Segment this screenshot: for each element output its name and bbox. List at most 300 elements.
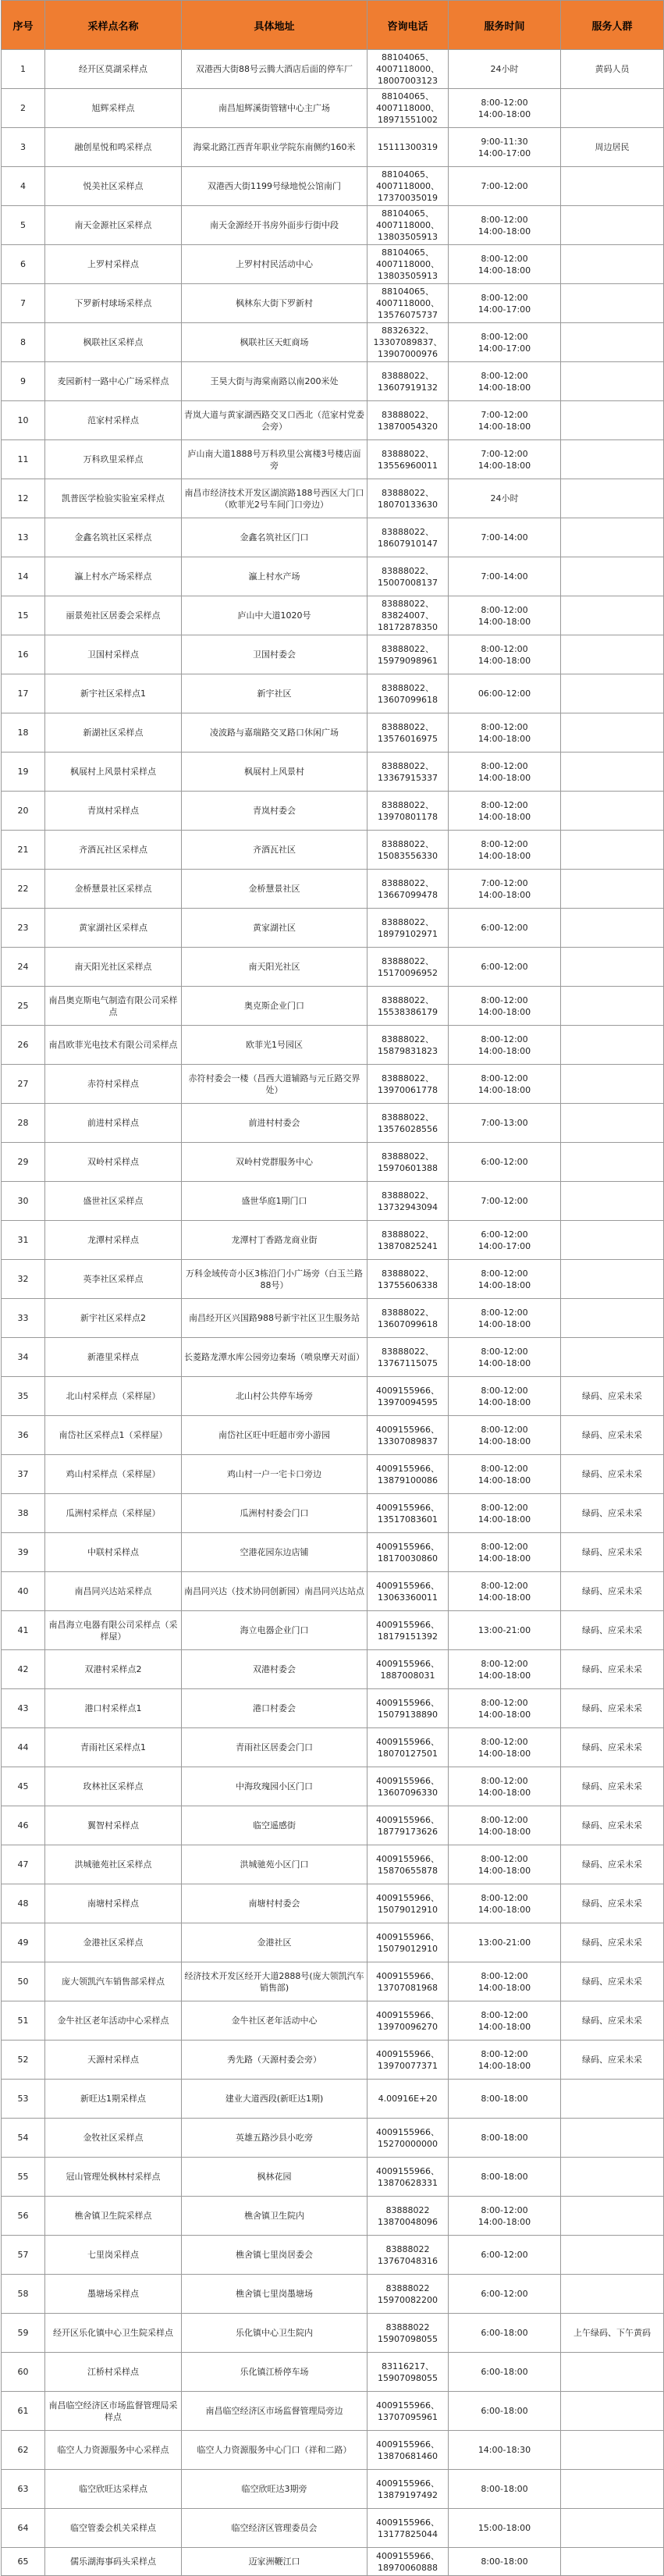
phone-line: 13517083601 xyxy=(378,1514,438,1525)
service-time xyxy=(449,1572,561,1611)
row-number: 63 xyxy=(2,2470,45,2509)
site-address: 万科金域传奇小区3栋沿门小广场旁（白玉兰路88号） xyxy=(182,1260,368,1299)
site-phone xyxy=(368,2353,449,2392)
site-address: 英雄五路沙县小吃旁 xyxy=(182,2119,368,2158)
site-address: 庐山南大道1888号万科玖里公寓楼3号楼店面旁 xyxy=(182,440,368,479)
service-group xyxy=(561,870,664,909)
time-line: 14:00-18:00 xyxy=(478,1553,531,1564)
service-time xyxy=(449,1806,561,1845)
service-time xyxy=(449,2236,561,2275)
table-row xyxy=(2,206,664,245)
time-line: 14:00-18:00 xyxy=(478,1397,531,1407)
time-line: 13:00-21:00 xyxy=(478,1937,531,1948)
time-line: 8:00-12:00 xyxy=(481,1541,528,1552)
site-name: 双港村采样点2 xyxy=(45,1650,182,1689)
site-phone xyxy=(368,1104,449,1143)
table-row xyxy=(2,2041,664,2080)
service-time xyxy=(449,1455,561,1494)
service-group: 绿码、应采未采 xyxy=(561,1923,664,1962)
table-row xyxy=(2,635,664,674)
phone-line: 15870655878 xyxy=(378,1865,438,1876)
site-phone xyxy=(368,1611,449,1650)
site-phone xyxy=(368,1221,449,1260)
phone-line: 13307089837 xyxy=(378,1436,438,1446)
header-people: 服务人群 xyxy=(561,1,664,50)
time-line: 6:00-12:00 xyxy=(481,2250,528,2260)
site-name: 中联村采样点 xyxy=(45,1533,182,1572)
site-name: 下罗新村球场采样点 xyxy=(45,284,182,323)
table-row xyxy=(2,245,664,284)
row-number: 62 xyxy=(2,2431,45,2470)
time-line: 14:00-18:00 xyxy=(478,1514,531,1525)
site-phone xyxy=(368,2431,449,2470)
service-group xyxy=(561,2275,664,2314)
phone-line: 83888022、 xyxy=(382,838,434,849)
service-group xyxy=(561,401,664,440)
service-time xyxy=(449,401,561,440)
site-address: 金牛社区老年活动中心 xyxy=(182,2001,368,2041)
time-line: 14:00-18:00 xyxy=(478,1436,531,1446)
phone-line: 4.00916E+20 xyxy=(378,2094,438,2104)
phone-line: 15970601388 xyxy=(378,1162,438,1173)
site-name: 港口村采样点1 xyxy=(45,1689,182,1728)
phone-line: 83888022 xyxy=(385,2322,430,2332)
time-line: 14:00-18:00 xyxy=(478,655,531,666)
service-time xyxy=(449,1533,561,1572)
service-time xyxy=(449,557,561,596)
phone-line: 4009155966、 xyxy=(376,2009,439,2020)
site-address: 南昌经开区兴国路988号新宇社区卫生服务站 xyxy=(182,1299,368,1338)
site-address: 上罗村村民活动中心 xyxy=(182,245,368,284)
service-group: 黄码人员 xyxy=(561,50,664,89)
phone-line: 13767115075 xyxy=(378,1357,438,1368)
table-row xyxy=(2,831,664,870)
service-group xyxy=(561,245,664,284)
row-number: 51 xyxy=(2,2001,45,2041)
time-line: 14:00-18:00 xyxy=(478,733,531,744)
time-line: 8:00-12:00 xyxy=(481,1775,528,1786)
row-number: 30 xyxy=(2,1182,45,1221)
phone-line: 83888022、 xyxy=(382,599,434,609)
service-time xyxy=(449,362,561,401)
site-name: 凯普医学检验实验室采样点 xyxy=(45,479,182,518)
row-number: 33 xyxy=(2,1299,45,1338)
service-time xyxy=(449,596,561,635)
service-group: 绿码、应采未采 xyxy=(561,1455,664,1494)
site-address: 瓜洲村村委会门口 xyxy=(182,1494,368,1533)
time-line: 8:00-12:00 xyxy=(481,1736,528,1747)
table-row xyxy=(2,323,664,362)
table-row xyxy=(2,2470,664,2509)
site-phone xyxy=(368,1455,449,1494)
row-number: 11 xyxy=(2,440,45,479)
site-name: 儒乐湖海事码头采样点 xyxy=(45,2548,182,2576)
table-row xyxy=(2,401,664,440)
table-row xyxy=(2,2392,664,2431)
service-time xyxy=(449,1026,561,1065)
table-row xyxy=(2,1884,664,1923)
site-address: 南天阳光社区 xyxy=(182,948,368,987)
phone-line: 13970077371 xyxy=(378,2060,438,2071)
site-address: 双岭村党群服务中心 xyxy=(182,1143,368,1182)
site-name: 双岭村采样点 xyxy=(45,1143,182,1182)
service-time xyxy=(449,2001,561,2041)
site-phone xyxy=(368,1923,449,1962)
phone-line: 15170096952 xyxy=(378,967,438,978)
table-row xyxy=(2,1026,664,1065)
table-row xyxy=(2,479,664,518)
row-number: 32 xyxy=(2,1260,45,1299)
service-group: 绿码、应采未采 xyxy=(561,1962,664,2001)
row-number: 57 xyxy=(2,2236,45,2275)
service-time xyxy=(449,713,561,753)
site-phone xyxy=(368,2197,449,2236)
table-row xyxy=(2,2509,664,2548)
phone-line: 13879197492 xyxy=(378,2489,438,2500)
row-number: 38 xyxy=(2,1494,45,1533)
site-name: 融创星悦和鸣采样点 xyxy=(45,128,182,167)
site-phone xyxy=(368,518,449,557)
site-name: 金鑫名筑社区采样点 xyxy=(45,518,182,557)
time-line: 8:00-12:00 xyxy=(481,1034,528,1044)
site-address: 北山村公共停车场旁 xyxy=(182,1377,368,1416)
time-line: 8:00-12:00 xyxy=(481,1268,528,1279)
table-row xyxy=(2,1299,664,1338)
service-group: 绿码、应采未采 xyxy=(561,1650,664,1689)
site-phone xyxy=(368,50,449,89)
site-name: 经开区乐化镇中心卫生院采样点 xyxy=(45,2314,182,2353)
site-name: 青雨社区采样点1 xyxy=(45,1728,182,1767)
table-row xyxy=(2,50,664,89)
service-time xyxy=(449,1611,561,1650)
phone-line: 13870825241 xyxy=(378,1240,438,1251)
service-group xyxy=(561,89,664,128)
row-number: 48 xyxy=(2,1884,45,1923)
site-phone xyxy=(368,1065,449,1104)
phone-line: 18179151392 xyxy=(378,1631,438,1642)
time-line: 14:00-18:00 xyxy=(478,265,531,276)
phone-line: 4009155966、 xyxy=(376,1931,439,1942)
table-row xyxy=(2,1377,664,1416)
time-line: 7:00-12:00 xyxy=(481,1196,528,1206)
phone-line: 18172878350 xyxy=(378,622,438,632)
site-name: 墨塘场采样点 xyxy=(45,2275,182,2314)
time-line: 8:00-12:00 xyxy=(481,1970,528,1981)
phone-line: 4007118000、 xyxy=(376,64,439,74)
site-name: 北山村采样点（采样屋） xyxy=(45,1377,182,1416)
time-line: 14:00-18:00 xyxy=(478,1982,531,1993)
header-name: 采样点名称 xyxy=(45,1,182,50)
service-time xyxy=(449,753,561,792)
site-name: 新港里采样点 xyxy=(45,1338,182,1377)
site-name: 经开区莫湖采样点 xyxy=(45,50,182,89)
service-time xyxy=(449,50,561,89)
phone-line: 83888022 xyxy=(385,2243,430,2254)
table-row xyxy=(2,1221,664,1260)
site-phone xyxy=(368,674,449,713)
site-phone xyxy=(368,2548,449,2576)
phone-line: 13063360011 xyxy=(378,1592,438,1603)
phone-line: 88104065、 xyxy=(382,52,434,62)
site-name: 南天阳光社区采样点 xyxy=(45,948,182,987)
site-address: 金港社区 xyxy=(182,1923,368,1962)
phone-line: 83116217、 xyxy=(382,2361,434,2371)
site-phone xyxy=(368,1260,449,1299)
service-time xyxy=(449,870,561,909)
site-name: 南塘村采样点 xyxy=(45,1884,182,1923)
service-group: 绿码、应采未采 xyxy=(561,2041,664,2080)
phone-line: 1887008031 xyxy=(380,1670,435,1681)
time-line: 14:00-18:00 xyxy=(478,1748,531,1759)
site-address: 空港花园东边店铺 xyxy=(182,1533,368,1572)
row-number: 4 xyxy=(2,167,45,206)
table-row xyxy=(2,440,664,479)
service-group: 绿码、应采未采 xyxy=(561,1494,664,1533)
row-number: 17 xyxy=(2,674,45,713)
site-address: 龙潭村丁香路龙商业街 xyxy=(182,1221,368,1260)
table-row xyxy=(2,2314,664,2353)
site-phone xyxy=(368,2509,449,2548)
table-row xyxy=(2,1143,664,1182)
time-line: 8:00-18:00 xyxy=(481,2484,528,2494)
row-number: 6 xyxy=(2,245,45,284)
site-phone xyxy=(368,2080,449,2119)
phone-line: 4009155966、 xyxy=(376,1463,439,1474)
row-number: 43 xyxy=(2,1689,45,1728)
site-phone xyxy=(368,1494,449,1533)
service-time xyxy=(449,1689,561,1728)
site-address: 临空欣旺达3期旁 xyxy=(182,2470,368,2509)
phone-line: 83888022、 xyxy=(382,487,434,498)
service-time xyxy=(449,128,561,167)
table-row xyxy=(2,1260,664,1299)
site-phone xyxy=(368,1182,449,1221)
phone-line: 83888022、 xyxy=(382,1268,434,1279)
phone-line: 83888022、 xyxy=(382,994,434,1005)
site-address: 樵舍镇卫生院内 xyxy=(182,2197,368,2236)
service-time xyxy=(449,1416,561,1455)
site-name: 金桥慧景社区采样点 xyxy=(45,870,182,909)
service-time xyxy=(449,1182,561,1221)
time-line: 14:00-18:00 xyxy=(478,109,531,119)
time-line: 14:00-18:00 xyxy=(478,850,531,861)
site-address: 双港西大街1199号绿地悦公馆南门 xyxy=(182,167,368,206)
phone-line: 13755606338 xyxy=(378,1279,438,1290)
service-group: 绿码、应采未采 xyxy=(561,1806,664,1845)
service-group: 绿码、应采未采 xyxy=(561,1572,664,1611)
table-row xyxy=(2,2236,664,2275)
phone-line: 83888022、 xyxy=(382,565,434,576)
service-time xyxy=(449,2158,561,2197)
site-address: 青雨社区居委会门口 xyxy=(182,1728,368,1767)
phone-line: 83888022、 xyxy=(382,1229,434,1240)
site-phone xyxy=(368,1143,449,1182)
table-row xyxy=(2,1962,664,2001)
phone-line: 88326322、 xyxy=(382,326,434,336)
table-row xyxy=(2,1845,664,1884)
header-phone: 咨询电话 xyxy=(368,1,449,50)
service-group xyxy=(561,2509,664,2548)
service-group: 周边居民 xyxy=(561,128,664,167)
service-time xyxy=(449,2197,561,2236)
site-phone xyxy=(368,323,449,362)
row-number: 28 xyxy=(2,1104,45,1143)
service-time xyxy=(449,1260,561,1299)
table-row xyxy=(2,713,664,753)
time-line: 14:00-18:00 xyxy=(478,811,531,822)
site-address: 奥克斯企业门口 xyxy=(182,987,368,1026)
time-line: 8:00-12:00 xyxy=(481,2204,528,2215)
time-line: 8:00-12:00 xyxy=(481,1892,528,1903)
service-time xyxy=(449,89,561,128)
table-row xyxy=(2,674,664,713)
row-number: 9 xyxy=(2,362,45,401)
service-group xyxy=(561,167,664,206)
service-group: 绿码、应采未采 xyxy=(561,1611,664,1650)
service-time xyxy=(449,2080,561,2119)
time-line: 06:00-12:00 xyxy=(478,688,531,699)
site-name: 临空人力资源服务中心采样点 xyxy=(45,2431,182,2470)
phone-line: 15111300319 xyxy=(378,142,438,152)
phone-line: 83888022、 xyxy=(382,1346,434,1357)
phone-line: 83888022、 xyxy=(382,526,434,537)
site-address: 南岱社区旺中旺超市旁小游园 xyxy=(182,1416,368,1455)
table-row xyxy=(2,1416,664,1455)
row-number: 49 xyxy=(2,1923,45,1962)
time-line: 14:00-18:00 xyxy=(478,382,531,393)
service-group xyxy=(561,948,664,987)
service-group xyxy=(561,1260,664,1299)
time-line: 14:00-18:00 xyxy=(478,1357,531,1368)
time-line: 14:00-18:00 xyxy=(478,1045,531,1056)
time-line: 6:00-12:00 xyxy=(481,2289,528,2299)
time-line: 14:00-18:00 xyxy=(478,1787,531,1798)
service-time xyxy=(449,2470,561,2509)
site-phone xyxy=(368,2041,449,2080)
row-number: 36 xyxy=(2,1416,45,1455)
time-line: 15:00-18:00 xyxy=(478,2523,531,2533)
row-number: 42 xyxy=(2,1650,45,1689)
row-number: 1 xyxy=(2,50,45,89)
phone-line: 88104065、 xyxy=(382,91,434,101)
phone-line: 83888022 xyxy=(385,2282,430,2293)
service-group: 绿码、应采未采 xyxy=(561,2001,664,2041)
service-group xyxy=(561,596,664,635)
row-number: 59 xyxy=(2,2314,45,2353)
service-group xyxy=(561,635,664,674)
service-time xyxy=(449,1299,561,1338)
row-number: 52 xyxy=(2,2041,45,2080)
site-name: 瀛上村水产场采样点 xyxy=(45,557,182,596)
time-line: 8:00-12:00 xyxy=(481,1580,528,1591)
site-address: 长菱路龙潭水库公园旁边秦场（喷泉摩天对面） xyxy=(182,1338,368,1377)
phone-line: 83888022、 xyxy=(382,1034,434,1044)
time-line: 24小时 xyxy=(490,493,519,503)
site-address: 樵舍镇七里岗墨塘场 xyxy=(182,2275,368,2314)
row-number: 50 xyxy=(2,1962,45,2001)
phone-line: 18970060888 xyxy=(378,2562,438,2573)
phone-line: 4007118000、 xyxy=(376,220,439,230)
phone-line: 4009155966、 xyxy=(376,2517,439,2528)
time-line: 8:00-18:00 xyxy=(481,2172,528,2182)
service-time xyxy=(449,674,561,713)
row-number: 7 xyxy=(2,284,45,323)
table-row xyxy=(2,128,664,167)
phone-line: 13607919132 xyxy=(378,382,438,393)
table-row xyxy=(2,2353,664,2392)
site-name: 七里岗采样点 xyxy=(45,2236,182,2275)
phone-line: 13803505913 xyxy=(378,232,438,242)
phone-line: 83888022、 xyxy=(382,1073,434,1083)
site-name: 前进村采样点 xyxy=(45,1104,182,1143)
service-group xyxy=(561,479,664,518)
site-name: 南天金源社区采样点 xyxy=(45,206,182,245)
row-number: 46 xyxy=(2,1806,45,1845)
phone-line: 4009155966、 xyxy=(376,2400,439,2411)
time-line: 8:00-12:00 xyxy=(481,2009,528,2020)
phone-line: 4009155966、 xyxy=(376,1892,439,1903)
phone-line: 83888022、 xyxy=(382,448,434,459)
table-row xyxy=(2,1611,664,1650)
site-name: 临空欣旺达采样点 xyxy=(45,2470,182,2509)
phone-line: 88104065、 xyxy=(382,208,434,219)
row-number: 14 xyxy=(2,557,45,596)
service-group: 绿码、应采未采 xyxy=(561,1767,664,1806)
service-group xyxy=(561,2197,664,2236)
row-number: 3 xyxy=(2,128,45,167)
time-line: 8:00-12:00 xyxy=(481,1463,528,1474)
row-number: 55 xyxy=(2,2158,45,2197)
site-address: 经济技术开发区经开大道2888号(庞大领凯汽车销售部) xyxy=(182,1962,368,2001)
time-line: 8:00-12:00 xyxy=(481,760,528,771)
site-name: 南昌同兴达站采样点 xyxy=(45,1572,182,1611)
site-phone xyxy=(368,2158,449,2197)
site-phone xyxy=(368,245,449,284)
phone-line: 4009155966、 xyxy=(376,1619,439,1630)
table-row xyxy=(2,557,664,596)
table-row xyxy=(2,909,664,948)
phone-line: 4009155966、 xyxy=(376,1970,439,1981)
row-number: 56 xyxy=(2,2197,45,2236)
site-phone xyxy=(368,440,449,479)
time-line: 8:00-12:00 xyxy=(481,838,528,849)
phone-line: 15907098055 xyxy=(378,2333,438,2344)
table-header-row xyxy=(2,1,664,50)
row-number: 37 xyxy=(2,1455,45,1494)
phone-line: 4009155966、 xyxy=(376,1385,439,1396)
phone-line: 15270000000 xyxy=(378,2138,438,2149)
site-name: 范家村采样点 xyxy=(45,401,182,440)
time-line: 8:00-12:00 xyxy=(481,1307,528,1318)
service-time xyxy=(449,1221,561,1260)
phone-line: 83888022、 xyxy=(382,1112,434,1123)
site-phone xyxy=(368,948,449,987)
service-group xyxy=(561,2353,664,2392)
service-time xyxy=(449,831,561,870)
time-line: 8:00-12:00 xyxy=(481,2048,528,2059)
site-name: 庞大领凯汽车销售部采样点 xyxy=(45,1962,182,2001)
site-name: 翼智村采样点 xyxy=(45,1806,182,1845)
time-line: 14:00-17:00 xyxy=(478,343,531,354)
row-number: 44 xyxy=(2,1728,45,1767)
phone-line: 13607099618 xyxy=(378,1318,438,1329)
phone-line: 13607096330 xyxy=(378,1787,438,1798)
table-row xyxy=(2,1455,664,1494)
site-address: 港口村委会 xyxy=(182,1689,368,1728)
header-no: 序号 xyxy=(2,1,45,50)
site-address: 枫联社区天虹商场 xyxy=(182,323,368,362)
site-address: 凌波路与嘉瑞路交叉路口休闲广场 xyxy=(182,713,368,753)
